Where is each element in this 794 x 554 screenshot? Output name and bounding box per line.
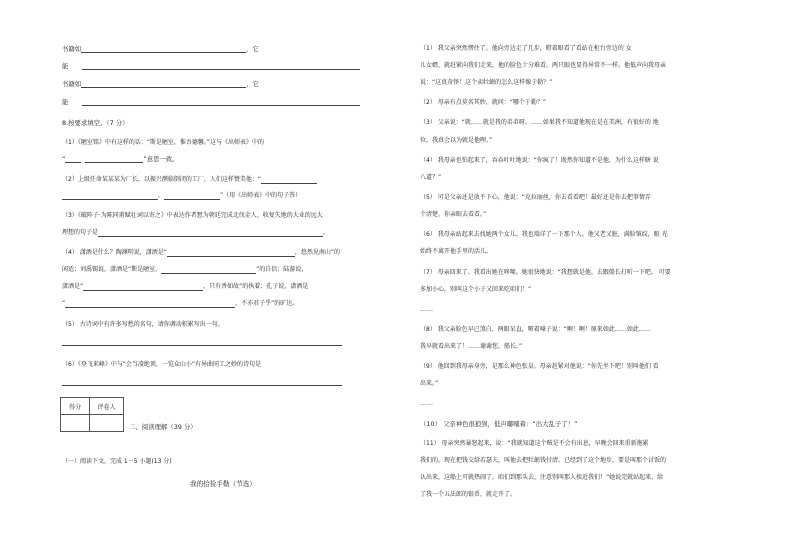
open-quote: “ <box>62 155 66 163</box>
blank[interactable] <box>261 177 317 184</box>
book-analogy-2-suffix: ，它 <box>246 80 259 88</box>
paragraph-4: （4） 我母亲也怕起来了，吞吞吐吐地说：“你疯了！既然你知道不是他，为什么这样瞎 说 <box>420 157 659 164</box>
paragraph-9-line2: 出来。” <box>420 380 439 387</box>
blank[interactable] <box>85 156 143 163</box>
section-2-heading: 二、阅读理解（39 分） <box>129 423 197 431</box>
score-header: 得分 <box>61 398 90 415</box>
book-analogy-2 <box>62 80 259 88</box>
blank[interactable] <box>82 63 360 70</box>
closing-text: ”意思一致。 <box>143 155 179 163</box>
paragraph-7-line2: 多加小心，别叫这个小子又回来吃咱们！” <box>420 286 532 293</box>
question-8-4-line4-suffix: ，不亦君子乎”的旷达。 <box>235 300 299 307</box>
comma: ， <box>158 192 165 199</box>
question-8-2 <box>62 176 317 184</box>
paragraph-1-line2: 儿女婿，就赶紧向我们走来，他的脸色十分难看，两只眼也显得异常不一样。他低声向我母亲 <box>420 62 667 69</box>
question-8-4-text: （4） 潇洒是什么？陶渊明说，潇洒是“ <box>62 249 167 256</box>
paragraph-11-line4: 了我一个五法郎的银币，就走开了。 <box>420 491 517 498</box>
paragraph-11: （11） 母亲突然暴怒起来，说：“我就知道这个贼是不会有出息，早晚会回来重新拖累 <box>420 440 649 447</box>
question-8-5-answer <box>62 338 342 346</box>
blank[interactable] <box>98 230 323 237</box>
paragraph-8-line2: 我早就看出来了！……谢谢您，船长。” <box>420 343 523 350</box>
ellipsis-1: …… <box>420 306 434 313</box>
blank[interactable] <box>82 99 360 106</box>
score-table <box>60 397 124 432</box>
blank[interactable] <box>83 284 203 291</box>
question-8-4-line3-suffix: ，只有香如故”的执着；孔子说，潇洒是 <box>203 283 309 290</box>
book-analogy-2-prefix: 书籍如 <box>62 80 82 88</box>
paragraph-4-line2: 八道？” <box>420 174 442 181</box>
paragraph-5: （5） 可是父亲还是放不下心，他说：“克拉丽丝，你去看看吧！最好还是你去把事情弄 <box>420 194 651 201</box>
blank[interactable] <box>62 339 342 346</box>
question-8-1: （1）《陋室铭》中有这样的话：“斯是陋室，惟吾德馨。”这与《出师表》中的 <box>62 139 265 146</box>
blank[interactable] <box>81 46 246 53</box>
paragraph-1: （1） 我父亲突然愣住了。他向旁边走了几步，瞪着眼看了看站在柜台旁边的 女 <box>420 45 632 52</box>
paragraph-7: （7） 母亲回来了。我看出她在哆嗦。她很快地说：“我想就是他。去跟船长打听一下吧。 可要 <box>420 269 671 276</box>
paragraph-9: （9） 他回到我母亲身旁，是那么神色张皇。母亲赶紧对他说：“你先坐下吧！别叫他们 看 <box>420 363 659 370</box>
book-analogy-2-line2-prefix: 能 <box>62 98 69 106</box>
blank[interactable] <box>65 156 81 163</box>
blank[interactable] <box>161 267 256 274</box>
book-analogy-1 <box>62 45 259 53</box>
essay-title: 我的拾捡手勒（节选） <box>190 480 256 488</box>
paragraph-11-line3: 认出来，这船上可就热闹了。咱们到那头去，注意别叫那人挨近我们！”她说完就站起来，给 <box>420 474 664 481</box>
question-8-4-line2-text: 闲适；刘禹锡说，潇洒是“斯是陋室， <box>62 266 162 273</box>
question-8-4-line3-text: 潇洒是“ <box>62 283 84 290</box>
score-cell[interactable] <box>61 415 90 432</box>
book-analogy-1-line2 <box>62 62 360 70</box>
blank[interactable] <box>62 193 158 200</box>
paragraph-8: （8） 我父亲脸色早已煞白，两眼呆直，哑着嗓子说：“啊！啊！原来如此……如此…… <box>420 326 651 333</box>
question-8-heading: 8.按要求填空。（7 分） <box>62 119 129 127</box>
question-8-3-answer <box>62 229 329 237</box>
blank[interactable] <box>62 379 342 386</box>
open-quote: “ <box>62 300 66 307</box>
reading-1-heading: （一）阅读下文，完成 1－5 小题(13 分) <box>62 458 172 465</box>
question-8-2-text: （2）上级任命某某某为厂长，以振兴濒临倒闭的工厂，人们这样赞美他：“ <box>62 176 261 183</box>
grader-header: 评卷人 <box>90 398 124 415</box>
paragraph-2: （2） 母亲有点莫名其妙，就问：“哪个于勒？” <box>420 99 546 106</box>
blank[interactable] <box>164 193 220 200</box>
paragraph-11-line2: 我们的。现在把钱交给若瑟夫，叫他去把牡蛎钱付清。已经到了这个地步，要是叫那个讨饭的 <box>420 457 667 464</box>
question-8-4 <box>62 249 340 257</box>
paragraph-5-line2: 个清楚，你亲眼去看看。” <box>420 211 487 218</box>
blank[interactable] <box>81 81 246 88</box>
paragraph-1-line3: 说：“这真奇怪！这个卖牡蛎的怎么这样像于勒？” <box>420 79 553 86</box>
question-8-4-suffix: ，悠然见南山”的 <box>294 249 340 256</box>
book-analogy-1-line2-prefix: 能 <box>62 62 69 70</box>
question-8-4-line2-suffix: ”的自信；陆游说， <box>256 266 308 273</box>
question-8-3: （3）《破阵子·为陈同甫赋壮词以寄之》中表达作者想为朝廷完成北伐金人、收复失地的大业的远大 <box>62 212 323 219</box>
question-8-4-line4 <box>62 300 298 308</box>
question-8-4-line3 <box>62 283 308 291</box>
period: 。 <box>323 229 330 236</box>
question-8-1-answer <box>62 155 179 163</box>
book-analogy-1-suffix: ，它 <box>246 45 259 53</box>
question-8-4-line2 <box>62 266 307 274</box>
blank[interactable] <box>167 250 295 257</box>
question-8-6-answer <box>62 378 342 386</box>
book-analogy-1-prefix: 书籍如 <box>62 45 82 53</box>
blank[interactable] <box>65 301 235 308</box>
question-8-5: （5） 古诗词中有许多写愁的名句，请你调动积累写出一句。 <box>62 321 224 328</box>
question-8-3-prefix: 理想的句子是 <box>62 229 99 236</box>
question-8-2-note: ”（用《出师表》中的句子答） <box>220 192 302 199</box>
question-8-6: （6）《登飞来峰》中与“会当凌绝顶，一览众山小”有异曲同工之妙的诗句是 <box>62 361 262 368</box>
grader-cell[interactable] <box>90 415 124 432</box>
question-8-2-answer <box>62 192 301 200</box>
ellipsis-2: …… <box>420 400 434 407</box>
book-analogy-2-line2 <box>62 98 360 106</box>
paragraph-3: （3） 父亲说：“就……就是我的弟弟呀。……如果我不知道他现在是在美洲，有很好的 地 <box>420 119 659 126</box>
paragraph-6-line2: 始终不离开他手里的活儿。 <box>420 248 493 255</box>
paragraph-3-line2: 位，我真会以为就是他哩。” <box>420 137 493 144</box>
paragraph-10: （10） 父亲神色很狼狈，低声嘟囔着：“出大乱子了！” <box>420 420 578 428</box>
paragraph-6: （6） 我母亲站起来去找她两个女儿。我也端详了一下那个人。他又老又脏，满脸皱纹，眼 光 <box>420 231 668 238</box>
